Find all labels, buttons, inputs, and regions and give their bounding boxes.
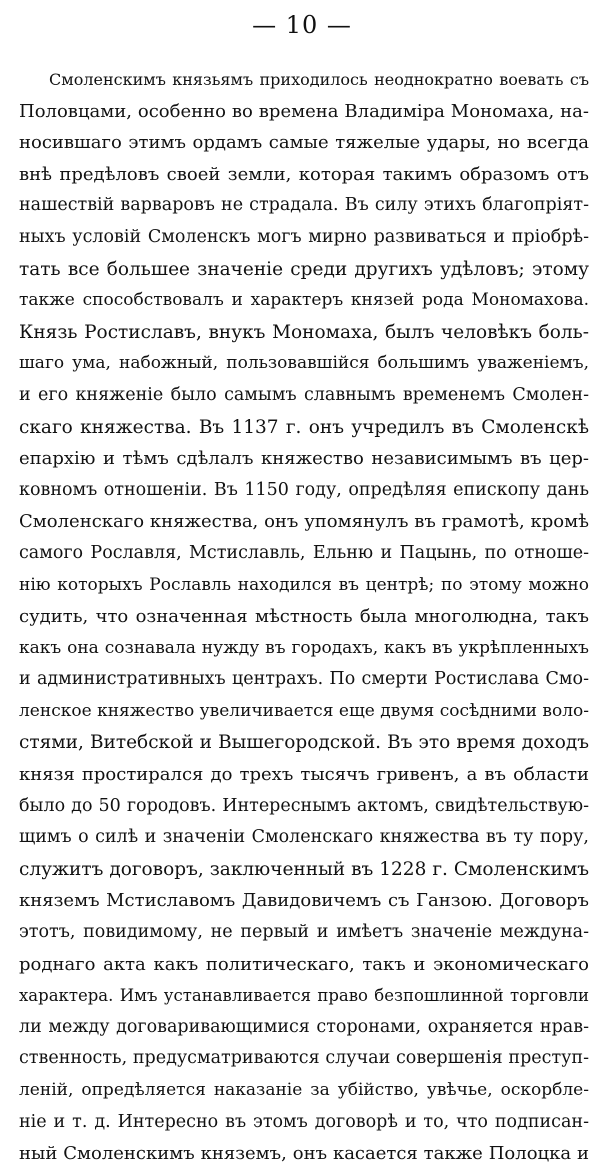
text-line: князя простирался до трехъ тысячъ гривенъ, а въ области xyxy=(19,764,589,786)
text-line: этотъ, повидимому, не первый и имѣетъ значеніе междуна- xyxy=(19,922,589,943)
text-line: ковномъ отношеніи. Въ 1150 году, опредѣляя епископу дань xyxy=(19,479,589,500)
text-line: было до 50 городовъ. Интереснымъ актомъ, свидѣтельствую- xyxy=(19,795,589,816)
text-line: ный Смоленскимъ княземъ, онъ касается также Полоцка и xyxy=(19,1143,589,1165)
text-line: судить, что означенная мѣстность была многолюдна, такъ xyxy=(19,606,589,628)
text-line: нію которыхъ Рославль находился въ центрѣ; по этому можно xyxy=(19,574,589,595)
text-line: и его княженіе было самымъ славнымъ временемъ Смолен- xyxy=(19,384,589,405)
text-line: Князь Ростиславъ, внукъ Мономаха, былъ человѣкъ боль- xyxy=(19,321,589,343)
text-line: и административныхъ центрахъ. По смерти Ростислава Смо- xyxy=(19,669,589,690)
text-line: епархію и тѣмъ сдѣлалъ княжество независимымъ въ цер- xyxy=(19,448,589,470)
text-line: также способствовалъ и характеръ князей рода Мономахова. xyxy=(19,290,589,311)
text-line: леній, опредѣляется наказаніе за убійство, увѣчье, оскорбле- xyxy=(19,1080,589,1100)
text-line: шаго ума, набожный, пользовавшійся большимъ уваженіемъ, xyxy=(19,353,589,374)
text-line: служитъ договоръ, заключенный въ 1228 г. Смоленскимъ xyxy=(19,858,589,880)
body-text xyxy=(19,64,589,1170)
text-line: княземъ Мстиславомъ Давидовичемъ съ Ганзою. Договоръ xyxy=(19,890,589,912)
text-line: щимъ о силѣ и значеніи Смоленскаго княжества въ ту пору, xyxy=(19,827,589,848)
text-line: скаго княжества. Въ 1137 г. онъ учредилъ въ Смоленскѣ xyxy=(19,416,589,438)
text-line: ли между договаривающимися сторонами, охраняется нрав- xyxy=(19,1016,589,1037)
text-line: ніе и т. д. Интересно въ этомъ договорѣ и то, что подписан- xyxy=(19,1111,589,1132)
text-line: роднаго акта какъ политическаго, такъ и экономическаго xyxy=(19,953,589,975)
text-line: характера. Имъ устанавливается право безпошлинной торговли xyxy=(19,986,589,1006)
text-line: ныхъ условій Смоленскъ могъ мирно развиваться и пріобрѣ- xyxy=(19,226,589,247)
text-line: нашествій варваровъ не страдала. Въ силу этихъ благопріят- xyxy=(19,195,589,216)
text-line: Смоленскаго княжества, онъ упомянулъ въ грамотѣ, кромѣ xyxy=(19,511,589,533)
text-line: носившаго этимъ ордамъ самые тяжелые удары, но всегда xyxy=(19,132,589,154)
text-line: Смоленскимъ князьямъ приходилось неоднократно воевать съ xyxy=(49,70,589,89)
text-line: ленское княжество увеличивается еще двумя сосѣдними воло- xyxy=(19,700,589,721)
text-line: Половцами, особенно во времена Владиміра Мономаха, на- xyxy=(19,100,589,122)
page-number: — 10 — xyxy=(252,11,352,39)
text-line: самого Рославля, Мстиславль, Ельню и Пацынь, по отноше- xyxy=(19,542,589,563)
text-line: внѣ предѣловъ своей земли, которая такимъ образомъ отъ xyxy=(19,163,589,185)
text-line: какъ она сознавала нужду въ городахъ, какъ въ укрѣпленныхъ xyxy=(19,637,589,658)
text-line: стями, Витебской и Вышегородской. Въ это время доходъ xyxy=(19,732,589,754)
text-line: тать все большее значеніе среди другихъ удѣловъ; этому xyxy=(19,258,589,280)
text-line: ственность, предусматриваются случаи совершенія преступ- xyxy=(19,1048,589,1069)
